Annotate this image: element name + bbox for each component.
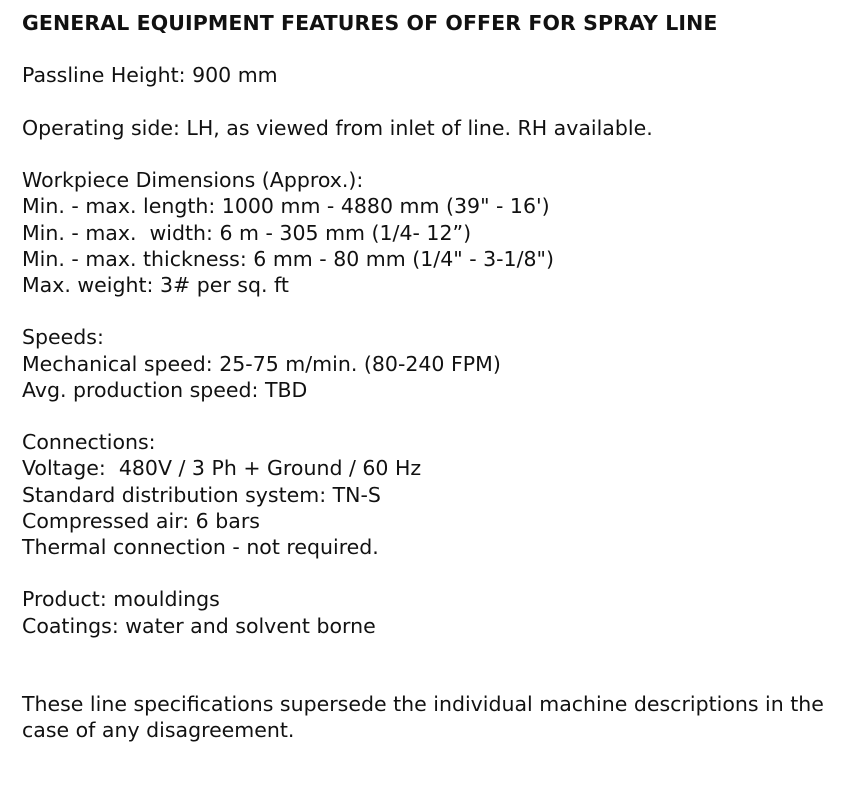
- distribution-system: Standard distribution system: TN-S: [22, 482, 381, 507]
- voltage: Voltage: 480V / 3 Ph + Ground / 60 Hz: [22, 456, 422, 481]
- workpiece-width: Min. - max. width: 6 m - 305 mm (1/4- 12”): [22, 220, 472, 245]
- production-speed: Avg. production speed: TBD: [22, 377, 308, 402]
- speeds-section: [22, 324, 842, 403]
- product: Product: mouldings: [22, 587, 220, 612]
- connections-section: [22, 429, 842, 560]
- workpiece-thickness: Min. - max. thickness: 6 mm - 80 mm (1/4" - 3-1/8"): [22, 246, 554, 271]
- operating-side: Operating side: LH, as viewed from inlet of line. RH available.: [22, 115, 653, 140]
- thermal-connection: Thermal connection - not required.: [22, 534, 379, 559]
- workpiece-heading: Workpiece Dimensions (Approx.):: [22, 168, 364, 193]
- connections-heading: Connections:: [22, 430, 156, 455]
- coatings: Coatings: water and solvent borne: [22, 613, 376, 638]
- mechanical-speed: Mechanical speed: 25-75 m/min. (80-240 FPM): [22, 351, 501, 376]
- workpiece-length: Min. - max. length: 1000 mm - 4880 mm (39" - 16'): [22, 194, 550, 219]
- disagreement-note: These line specifications supersede the individual machine descriptions in the case of any disagreement.: [22, 692, 824, 743]
- operating-side-section: [22, 115, 842, 141]
- passline-height: Passline Height: 900 mm: [22, 63, 278, 88]
- document-title: GENERAL EQUIPMENT FEATURES OF OFFER FOR SPRAY LINE: [22, 11, 718, 35]
- document-body: [22, 10, 842, 744]
- compressed-air: Compressed air: 6 bars: [22, 508, 260, 533]
- speeds-heading: Speeds:: [22, 325, 104, 350]
- workpiece-section: [22, 167, 842, 298]
- passline-section: [22, 62, 842, 88]
- product-section: [22, 586, 842, 638]
- workpiece-weight: Max. weight: 3# per sq. ft: [22, 272, 289, 297]
